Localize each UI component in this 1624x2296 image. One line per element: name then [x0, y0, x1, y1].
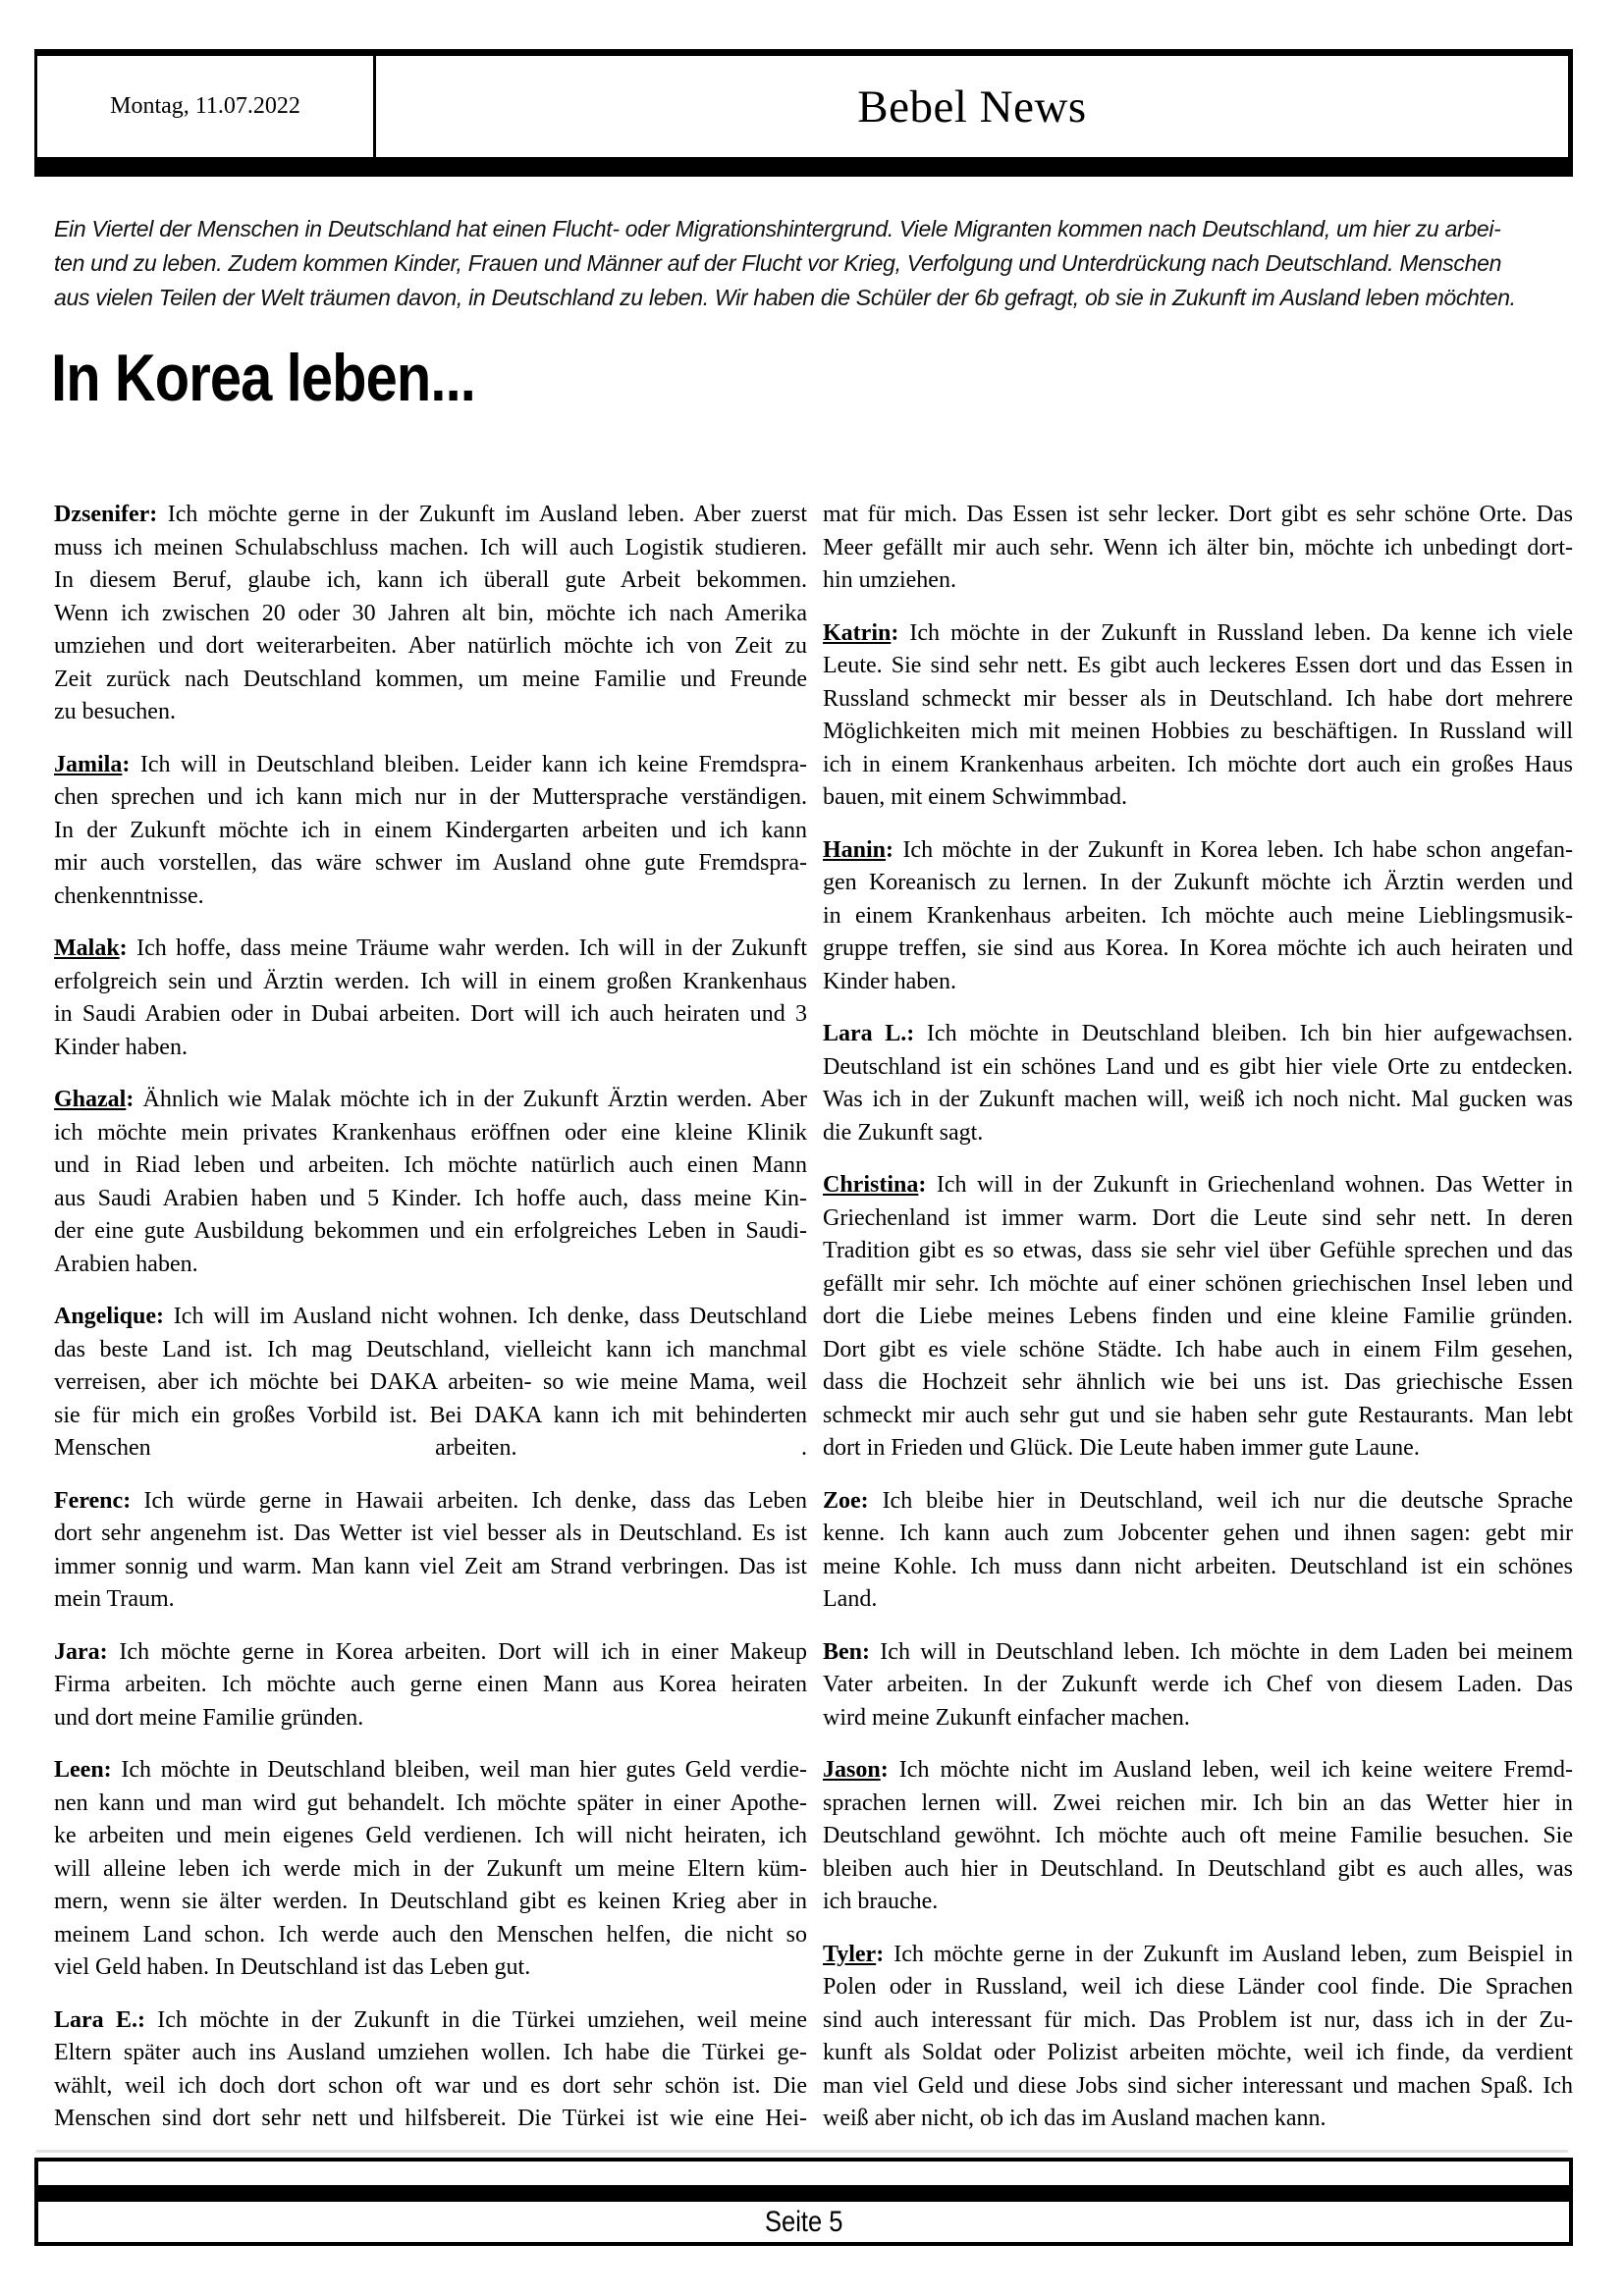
text-line: Kinder haben. [54, 1034, 188, 1060]
student-name: Lara L. [823, 1021, 907, 1046]
entry-text: Ich will in der Zukunft in Griechenland wohnen. Das Wetter in [926, 1172, 1573, 1198]
text-line: Menschen arbeiten. . [54, 1435, 807, 1461]
text-line [823, 617, 1573, 651]
intro-line: Ein Viertel der Menschen in Deutschland hat einen Flucht- oder Migrationshintergrund. Viele Migranten kommen nach Deutschland, um hier zu arbei- [54, 216, 1501, 241]
entry-zoe [823, 1485, 1573, 1617]
text-line: die Zukunft sagt. [823, 1119, 984, 1146]
entry-text: Ich möchte gerne in der Zukunft im Ausland leben, zum Beispiel in [884, 1941, 1573, 1967]
text-line: man viel Geld und diese Jobs sind sicher interessant und machen Spaß. Ich [823, 2072, 1573, 2099]
text-line: Tradition gibt es so etwas, dass sie sehr viel über Gefühle sprechen und das [823, 1238, 1573, 1263]
name-colon: : [862, 1638, 871, 1665]
name-colon: : [122, 751, 131, 777]
entry-lara-e [54, 2004, 807, 2136]
text-line: Meer gefällt mir auch sehr. Wenn ich älter bin, möchte ich unbedingt dort- [823, 534, 1573, 561]
entry-text: Ich möchte in Deutschland bleiben. Ich bin hier aufgewachsen. [914, 1021, 1574, 1046]
entry-text: Ich will in Deutschland leben. Ich möchte in dem Laden bei meinem [870, 1638, 1573, 1665]
text-line [54, 2004, 807, 2038]
text-line [823, 1485, 1573, 1519]
text-line [823, 1636, 1573, 1670]
text-line: kenne. Ich kann auch zum Jobcenter gehen und ihnen sagen: gebt mir [823, 1521, 1573, 1546]
header-box [34, 49, 1573, 160]
name-colon: : [880, 1757, 889, 1783]
text-line: gefällt mir sehr. Ich möchte auf einer schönen griechischen Insel leben und [823, 1270, 1573, 1297]
entry-katrin [823, 617, 1573, 815]
entry-angelique [54, 1301, 807, 1466]
text-line: meine Kohle. Ich muss dann nicht arbeiten. Deutschland ist ein schönes [823, 1553, 1573, 1579]
entry-text: Ich will im Ausland nicht wohnen. Ich denke, dass Deutschland [164, 1304, 807, 1329]
masthead-cell [376, 56, 1568, 157]
text-line: Kinder haben. [823, 968, 956, 994]
article-headline: In Korea leben... [51, 341, 476, 415]
text-line: dort in Frieden und Glück. Die Leute haben immer gute Laune. [823, 1435, 1420, 1461]
entry-ferenc [54, 1485, 807, 1617]
text-line [823, 1169, 1573, 1202]
intro-paragraph [54, 212, 1586, 315]
name-colon: : [123, 1487, 132, 1514]
name-colon: : [860, 1487, 869, 1514]
text-line [54, 1301, 807, 1334]
text-line [54, 1084, 807, 1117]
text-line: und in Riad leben und arbeiten. Ich möchte natürlich auch einen Mann [54, 1152, 807, 1178]
text-line [54, 499, 807, 532]
entry-text: Ich möchte in der Zukunft in Russland leben. Da kenne ich viele [898, 619, 1573, 646]
name-colon: : [99, 1638, 108, 1665]
text-line: dort sehr angenehm ist. Das Wetter ist viel besser als in Deutschland. Es ist [54, 1521, 807, 1546]
text-line: muss ich meinen Schulabschluss machen. Ich will auch Logistik studieren. [54, 534, 807, 561]
text-line: ich brauche. [823, 1889, 939, 1914]
text-line [823, 1754, 1573, 1788]
name-colon: : [876, 1941, 885, 1967]
entry-text: Ich möchte gerne in Korea arbeiten. Dort will ich in einer Makeup [107, 1638, 807, 1665]
text-line: Eltern später auch ins Ausland umziehen wollen. Ich habe die Türkei ge- [54, 2040, 807, 2065]
text-line: der eine gute Ausbildung bekommen und ein erfolgreiches Leben in Saudi- [54, 1218, 807, 1244]
entry-text: Ich möchte in Deutschland bleiben, weil man hier gutes Geld verdie- [111, 1757, 807, 1783]
entry-text: Ich hoffe, dass meine Träume wahr werden. Ich will in der Zukunft [127, 935, 807, 961]
page-number-label: Seite 5 [764, 2205, 843, 2238]
text-line: dass die Hochzeit sehr ähnlich wie bei uns ist. Das griechische Essen [823, 1369, 1573, 1395]
text-line: will alleine leben ich werde mich in der Zukunft um meine Eltern küm- [54, 1855, 807, 1882]
student-name: Jason [823, 1757, 881, 1783]
student-name: Leen [54, 1757, 104, 1783]
entry-text: Ähnlich wie Malak möchte ich in der Zukunft Ärztin werden. Aber [134, 1087, 807, 1112]
text-line: das beste Land ist. Ich mag Deutschland, vielleicht kann ich manchmal [54, 1336, 807, 1362]
student-name: Malak [54, 935, 120, 961]
text-line: meinem Land schon. Ich werde auch den Menschen helfen, die nicht so [54, 1921, 807, 1948]
text-line: In diesem Beruf, glaube ich, kann ich überall gute Arbeit bekommen. [54, 567, 807, 593]
text-line: viel Geld haben. In Deutschland ist das Leben gut. [54, 1954, 531, 1980]
text-line: mir auch vorstellen, das wäre schwer im Ausland ohne gute Fremdspra- [54, 850, 807, 876]
text-line: Menschen sind dort sehr nett und hilfsbereit. Die Türkei ist wie eine Hei- [54, 2106, 807, 2131]
text-line: schmeckt mir auch sehr gut und sie haben sehr gute Restaurants. Man lebt [823, 1402, 1573, 1428]
name-colon: : [891, 619, 899, 646]
text-line: Arabien haben. [54, 1251, 198, 1277]
student-name: Ferenc [54, 1487, 124, 1514]
student-name: Jamila [54, 751, 123, 777]
name-colon: : [886, 836, 894, 863]
text-line: aus Saudi Arabien haben und 5 Kinder. Ich hoffe auch, dass meine Kin- [54, 1185, 807, 1211]
entry-tyler [823, 1939, 1573, 2136]
student-name: Lara E. [54, 2006, 137, 2033]
text-line: chenkenntnisse. [54, 882, 204, 909]
date-label: Montag, 11.07.2022 [110, 93, 300, 119]
footer-shadow-line [36, 2150, 1568, 2153]
intro-line: aus vielen Teilen der Welt träumen davon, in Deutschland zu leben. Wir haben die Schüler der 6b gefragt, ob sie in Zukunft im Ausland leben möchten. [54, 285, 1516, 310]
student-name: Dzsenifer [54, 502, 150, 527]
entry-text: Ich bleibe hier in Deutschland, weil ich nur die deutsche Sprache [868, 1487, 1573, 1514]
entry-hanin [823, 834, 1573, 999]
text-line: Was ich in der Zukunft machen will, weiß ich noch nicht. Mal gucken was [823, 1087, 1573, 1112]
date-cell [37, 56, 376, 157]
text-line: Zeit zurück nach Deutschland kommen, um meine Familie und Freunde [54, 666, 807, 692]
intro-line: ten und zu leben. Zudem kommen Kinder, Frauen und Männer auf der Flucht vor Krieg, Verfolgung und Unterdrückung nach Deutschland. Menschen [54, 250, 1502, 276]
text-line [823, 1018, 1573, 1051]
text-line: In der Zukunft möchte ich in einem Kindergarten arbeiten und ich kann [54, 817, 807, 843]
entry-text: Ich möchte in der Zukunft in Korea leben. Ich habe schon angefan- [893, 836, 1573, 863]
entry-text: Ich möchte nicht im Ausland leben, weil ich keine weitere Fremd- [888, 1757, 1573, 1783]
column-left [54, 499, 807, 2156]
student-name: Christina [823, 1172, 919, 1198]
text-line: weiß aber nicht, ob ich das im Ausland machen kann. [823, 2106, 1326, 2131]
entry-leen [54, 1754, 807, 1985]
text-line: immer sonnig und warm. Man kann viel Zeit am Strand verbringen. Das ist [54, 1553, 807, 1579]
student-name: Katrin [823, 619, 892, 646]
entry-jara [54, 1636, 807, 1735]
text-line: wählt, weil ich doch dort schon oft war und es dort sehr schön ist. Die [54, 2072, 807, 2099]
text-line: Dort gibt es viele schöne Städte. Ich habe auch in einem Film gesehen, [823, 1336, 1573, 1362]
entry-text: Ich möchte gerne in der Zukunft im Ausland leben. Aber zuerst [157, 502, 807, 527]
name-colon: : [136, 2006, 145, 2033]
student-name: Ben [823, 1638, 863, 1665]
name-colon: : [126, 1087, 135, 1112]
text-line: gruppe treffen, sie sind aus Korea. In Korea möchte ich auch heiraten und [823, 935, 1573, 961]
text-line: nen kann und man wird gut behandelt. Ich möchte später in einer Apothe- [54, 1789, 807, 1816]
text-line: Polen oder in Russland, weil ich diese Länder cool finde. Die Sprachen [823, 1974, 1573, 2000]
footer-box [34, 2158, 1573, 2246]
text-line: Möglichkeiten mich mit meinen Hobbies zu beschäftigen. In Russland will [823, 719, 1573, 744]
entry-jason [823, 1754, 1573, 1919]
student-name: Tyler [823, 1941, 877, 1967]
text-line [54, 749, 807, 782]
text-line: Wenn ich zwischen 20 oder 30 Jahren alt bin, möchte ich nach Amerika [54, 600, 807, 626]
text-line: in einem Krankenhaus arbeiten. Ich möchte auch meine Lieblingsmusik- [823, 902, 1573, 929]
entry-ghazal [54, 1084, 807, 1281]
text-line: bauen, mit einem Schwimmbad. [823, 784, 1127, 810]
text-line: mein Traum. [54, 1586, 175, 1612]
entry-lara-l [823, 1018, 1573, 1149]
text-line: Leute. Sie sind sehr nett. Es gibt auch leckeres Essen dort und das Essen in [823, 653, 1573, 678]
text-line: in Saudi Arabien oder in Dubai arbeiten. Dort will ich auch heiraten und 3 [54, 1001, 807, 1027]
text-line: umziehen und dort weiterarbeiten. Aber natürlich möchte ich von Zeit zu [54, 633, 807, 659]
text-line [54, 1636, 807, 1670]
entry-jamila [54, 749, 807, 914]
entry-text: Ich würde gerne in Hawaii arbeiten. Ich denke, dass das Leben [131, 1487, 807, 1514]
text-line: kunft als Soldat oder Polizist arbeiten möchte, weil ich finde, da verdient [823, 2040, 1573, 2065]
text-line: mern, wenn sie älter werden. In Deutschland gibt es keinen Krieg aber in [54, 1889, 807, 1914]
student-name: Ghazal [54, 1087, 127, 1112]
text-line: erfolgreich sein und Ärztin werden. Ich will in einem großen Krankenhaus [54, 968, 807, 994]
text-line: verreisen, aber ich möchte bei DAKA arbeiten- so wie meine Mama, weil [54, 1369, 807, 1395]
text-line: hin umziehen. [823, 567, 956, 593]
text-line: chen sprechen und ich kann mich nur in der Muttersprache verständigen. [54, 784, 807, 810]
name-colon: : [119, 935, 128, 961]
header-rule-bar [34, 160, 1573, 177]
text-line: mat für mich. Das Essen ist sehr lecker. Dort gibt es sehr schöne Orte. Das [823, 502, 1573, 527]
text-line [823, 834, 1573, 868]
entry-continuation [823, 499, 1573, 598]
text-line: gen Koreanisch zu lernen. In der Zukunft möchte ich Ärztin werden und [823, 870, 1573, 895]
entry-text: Ich möchte in der Zukunft in die Türkei umziehen, weil meine [144, 2006, 808, 2033]
text-line: sie für mich ein großes Vorbild ist. Bei DAKA kann ich mit behinderten [54, 1402, 807, 1428]
name-colon: : [906, 1021, 915, 1046]
text-line: Deutschland ist ein schönes Land und es gibt hier viele Orte zu entdecken. [823, 1053, 1573, 1080]
name-colon: : [149, 502, 158, 527]
text-line: Griechenland ist immer warm. Dort die Leute sind sehr nett. In deren [823, 1204, 1573, 1231]
text-line: sind auch interessant für mich. Das Problem ist nur, dass ich in der Zu- [823, 2006, 1573, 2033]
text-line: und dort meine Familie gründen. [54, 1704, 364, 1731]
footer-black-bar [38, 2185, 1569, 2202]
text-line: wird meine Zukunft einfacher machen. [823, 1704, 1190, 1731]
student-name: Jara [54, 1638, 100, 1665]
student-name: Zoe [823, 1487, 861, 1514]
entry-malak [54, 933, 807, 1064]
text-line [54, 1485, 807, 1519]
text-line: ich in einem Krankenhaus arbeiten. Ich möchte dort auch ein großes Haus [823, 751, 1573, 777]
text-line [54, 933, 807, 966]
text-line: Russland schmeckt mir besser als in Deutschland. Ich habe dort mehrere [823, 685, 1573, 712]
student-name: Angelique [54, 1304, 157, 1329]
text-line: dort die Liebe meines Lebens finden und eine kleine Familie gründen. [823, 1304, 1573, 1329]
text-line: Deutschland gewöhnt. Ich möchte auch oft meine Familie besuchen. Sie [823, 1823, 1573, 1848]
entry-ben [823, 1636, 1573, 1735]
text-line [823, 1939, 1573, 1972]
text-line [54, 1754, 807, 1788]
text-line: Land. [823, 1586, 878, 1612]
entry-text: Ich will in Deutschland bleiben. Leider kann ich keine Fremdspra- [130, 751, 807, 777]
entry-dzsenifer [54, 499, 807, 729]
masthead-title: Bebel News [857, 80, 1087, 133]
student-name: Hanin [823, 836, 887, 863]
text-line: zu besuchen. [54, 699, 176, 724]
text-line: Firma arbeiten. Ich möchte auch gerne einen Mann aus Korea heiraten [54, 1672, 807, 1697]
name-colon: : [156, 1304, 165, 1329]
entry-christina [823, 1169, 1573, 1466]
footer-spacer [38, 2162, 1569, 2185]
text-line: bleiben auch hier in Deutschland. In Deutschland gibt es auch alles, was [823, 1855, 1573, 1882]
name-colon: : [103, 1757, 112, 1783]
column-right [823, 499, 1573, 2156]
name-colon: : [918, 1172, 927, 1198]
text-line: sprachen lernen will. Zwei reichen mir. Ich bin an das Wetter hier in [823, 1789, 1573, 1816]
text-line: ke arbeiten und mein eigenes Geld verdienen. Ich will nicht heiraten, ich [54, 1823, 807, 1848]
footer-page-row [38, 2202, 1569, 2242]
text-line: ich möchte mein privates Krankenhaus eröffnen oder eine kleine Klinik [54, 1119, 807, 1146]
text-line: Vater arbeiten. In der Zukunft werde ich Chef von diesem Laden. Das [823, 1672, 1573, 1697]
